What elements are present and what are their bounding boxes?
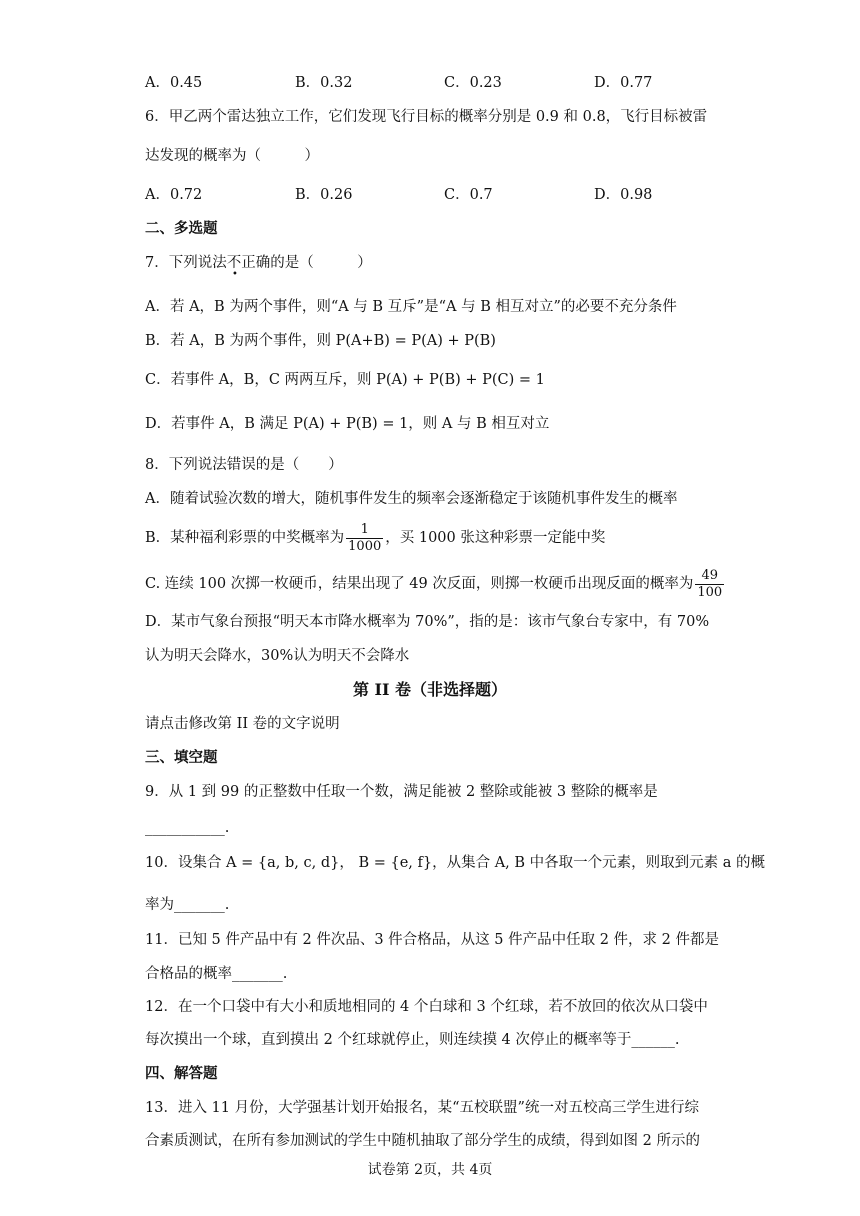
q8-b-numerator: 1: [346, 522, 383, 539]
q6-option-d: D．0.98: [594, 187, 653, 203]
q8-option-c-fraction: [695, 568, 724, 601]
q8-option-b-prefix: B．某种福利彩票的中奖概率为: [145, 530, 345, 546]
q7-option-a: A．若 A，B 为两个事件，则“A 与 B 互斥”是“A 与 B 相互对立”的必要不充分条件: [145, 299, 677, 315]
q9-stem-line1: 9．从 1 到 99 的正整数中任取一个数，满足能被 2 整除或能被 3 整除的概率是: [145, 784, 658, 800]
q7-option-d: D．若事件 A，B 满足 P(A) + P(B) = 1，则 A 与 B 相互对立: [145, 416, 550, 432]
q6-option-a: A．0.72: [145, 187, 203, 203]
q10-stem-line2: 率为_______.: [145, 897, 230, 913]
q8-option-a: A．随着试验次数的增大，随机事件发生的频率会逐渐稳定于该随机事件发生的概率: [145, 491, 678, 507]
q12-stem-line2: 每次摸出一个球，直到摸出 2 个红球就停止，则连续摸 4 次停止的概率等于______.: [145, 1032, 680, 1048]
emphasis-dot-mark: •: [232, 269, 238, 280]
q7-stem: 7．下列说法不正确的是（ ）: [145, 255, 372, 271]
q8-option-d-line1: D．某市气象台预报“明天本市降水概率为 70%”，指的是：该市气象台专家中，有 70%: [145, 614, 710, 630]
q8-option-c-prefix: C. 连续 100 次掷一枚硬币，结果出现了 49 次反面，则掷一枚硬币出现反面的概率为: [145, 576, 694, 592]
q6-stem-line1: 6．甲乙两个雷达独立工作，它们发现飞行目标的概率分别是 0.9 和 0.8，飞行目标被雷: [145, 109, 708, 125]
section-heading-multi-choice: 二、多选题: [145, 220, 218, 237]
q8-option-b: [145, 518, 605, 558]
q8-option-b-suffix: ，买 1000 张这种彩票一定能中奖: [385, 530, 606, 546]
part2-title: 第 II 卷（非选择题）: [352, 680, 508, 699]
page-footer: 试卷第 2页，共 4页: [367, 1162, 493, 1178]
q8-option-d-line2: 认为明天会降水，30%认为明天不会降水: [145, 648, 410, 664]
q11-stem-line1: 11．已知 5 件产品中有 2 件次品、3 件合格品，从这 5 件产品中任取 2 件，求 2 件都是: [145, 932, 720, 948]
section-heading-solution: 四、解答题: [145, 1065, 218, 1082]
q10-stem-line1: 10．设集合 A = {a, b, c, d}， B = {e, f}，从集合 A, B 中各取一个元素，则取到元素 a 的概: [145, 855, 766, 871]
q7-option-b: B．若 A，B 为两个事件，则 P(A+B) = P(A) + P(B): [145, 333, 496, 349]
q13-stem-line2: 合素质测试，在所有参加测试的学生中随机抽取了部分学生的成绩，得到如图 2 所示的: [145, 1133, 700, 1149]
q8-c-denominator: 100: [697, 584, 723, 600]
section-heading-fill-blank: 三、填空题: [145, 749, 218, 766]
part2-note: 请点击修改第 II 卷的文字说明: [145, 716, 340, 732]
q6-stem-line2: 达发现的概率为（ ）: [145, 148, 319, 164]
q12-stem-line1: 12．在一个口袋中有大小和质地相同的 4 个白球和 3 个红球，若不放回的依次从口袋中: [145, 999, 708, 1015]
q9-stem-line2: ___________.: [145, 820, 230, 836]
q6-option-c: C．0.7: [444, 187, 493, 203]
q5-option-a: A．0.45: [145, 75, 203, 91]
q5-option-c: C．0.23: [444, 75, 502, 91]
q6-option-b: B．0.26: [295, 187, 353, 203]
q5-option-d: D．0.77: [594, 75, 653, 91]
q11-stem-line2: 合格品的概率_______.: [145, 966, 288, 982]
q8-c-numerator: 49: [695, 568, 724, 585]
q13-stem-line1: 13．进入 11 月份，大学强基计划开始报名，某“五校联盟”统一对五校高三学生进行综: [145, 1100, 699, 1116]
q8-option-b-fraction: [346, 522, 383, 555]
q8-option-c: [145, 564, 726, 604]
q7-option-c: C．若事件 A，B，C 两两互斥，则 P(A) + P(B) + P(C) = 1: [145, 372, 545, 388]
q5-option-b: B．0.32: [295, 75, 353, 91]
q8-stem: 8．下列说法错误的是（ ）: [145, 457, 343, 473]
q8-b-denominator: 1000: [348, 538, 382, 554]
